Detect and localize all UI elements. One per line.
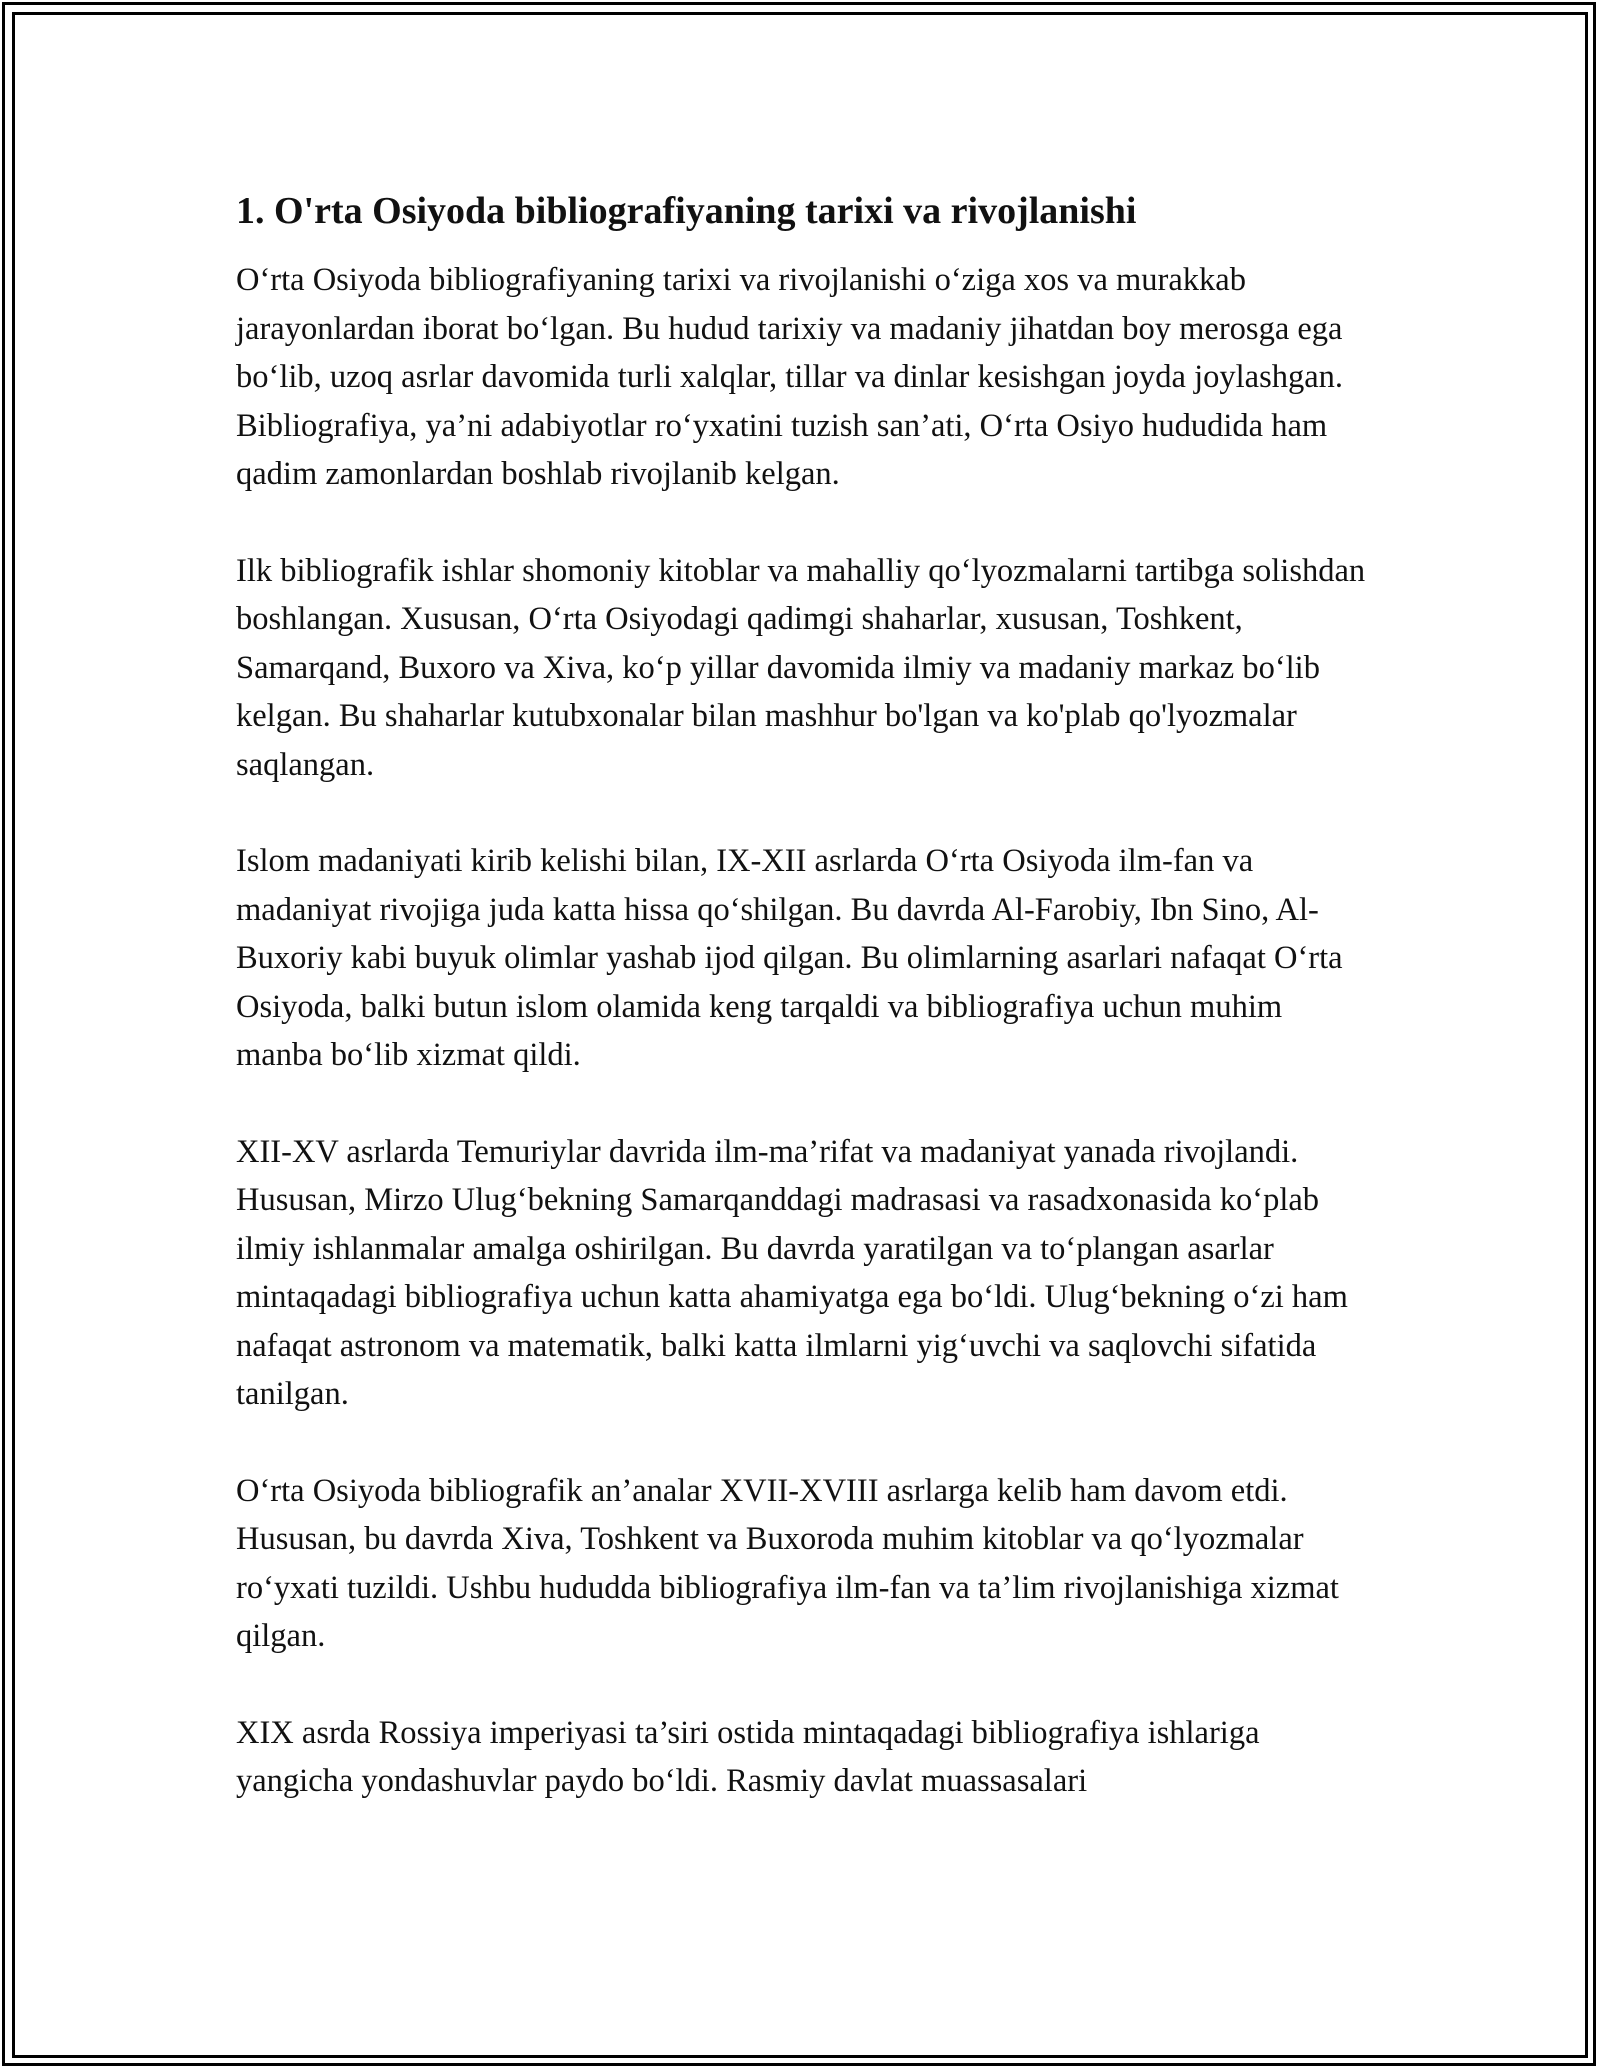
paragraph-5: O‘rta Osiyoda bibliografik an’analar XVII-XVIII asrlarga kelib ham davom etdi. Hususan, bu davrda Xiva, Toshkent va Buxoroda muhim kitoblar va qo‘lyozmalar ro‘yxati tuzildi. Ushbu hududda bibliografiya ilm-fan va ta’lim rivojlanishiga xizmat qilgan. (236, 1472, 1339, 1654)
document-body (236, 188, 1376, 1854)
paragraph-4: XII-XV asrlarda Temuriylar davrida ilm-ma’rifat va madaniyat yanada rivojlandi. Hususan, Mirzo Ulug‘bekning Samarqanddagi madrasasi va rasadxonasida ko‘plab ilmiy ishlanmalar amalga oshirilgan. Bu davrda yaratilgan va to‘plangan asarlar mintaqadagi bibliografiya uchun katta ahamiyatga ega bo‘ldi. Ulug‘bekning o‘zi ham nafaqat astronom va matematik, balki katta ilmlarni yig‘uvchi va saqlovchi sifatida tanilgan. (236, 1133, 1348, 1412)
paragraph-3: Islom madaniyati kirib kelishi bilan, IX-XII asrlarda O‘rta Osiyoda ilm-fan va madaniyat rivojiga juda katta hissa qo‘shilgan. Bu davrda Al-Farobiy, Ibn Sino, Al-Buxoriy kabi buyuk olimlar yashab ijod qilgan. Bu olimlarning asarlari nafaqat O‘rta Osiyoda, balki butun islom olamida keng tarqaldi va bibliografiya uchun muhim manba bo‘lib xizmat qildi. (236, 843, 1343, 1073)
section-heading: 1. O'rta Osiyoda bibliografiyaning tarixi va rivojlanishi (236, 190, 1137, 232)
paragraph-1: O‘rta Osiyoda bibliografiyaning tarixi va rivojlanishi o‘ziga xos va murakkab jarayonlardan iborat bo‘lgan. Bu hudud tarixiy va madaniy jihatdan boy merosga ega bo‘lib, uzoq asrlar davomida turli xalqlar, tillar va dinlar kesishgan joyda joylashgan. Bibliografiya, ya’ni adabiyotlar ro‘yxatini tuzish san’ati, O‘rta Osiyo hududida ham qadim zamonlardan boshlab rivojlanib kelgan. (236, 262, 1344, 492)
paragraph-2: Ilk bibliografik ishlar shomoniy kitoblar va mahalliy qo‘lyozmalarni tartibga solishdan boshlangan. Xususan, O‘rta Osiyodagi qadimgi shaharlar, xususan, Toshkent, Samarqand, Buxoro va Xiva, ko‘p yillar davomida ilmiy va madaniy markaz bo‘lib kelgan. Bu shaharlar kutubxonalar bilan mashhur bo'lgan va ko'plab qo'lyozmalar saqlangan. (236, 552, 1366, 783)
paragraph-6: XIX asrda Rossiya imperiyasi ta’siri ostida mintaqadagi bibliografiya ishlariga yangicha yondashuvlar paydo bo‘ldi. Rasmiy davlat muassasalari (236, 1714, 1260, 1799)
